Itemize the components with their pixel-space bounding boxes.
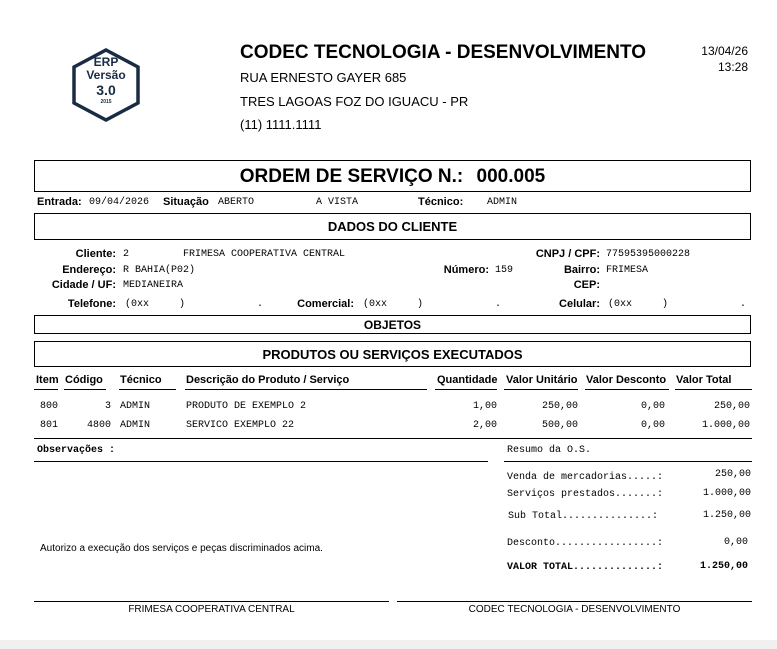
entrada-value: 09/04/2026 <box>89 197 150 208</box>
company-signature-name: CODEC TECNOLOGIA - DESENVOLVIMENTO <box>468 604 681 615</box>
situacao-value: ABERTO <box>218 197 255 208</box>
print-time: 13:28 <box>717 60 748 74</box>
cliente-label: Cliente: <box>75 248 116 260</box>
observacoes-label: Observações : <box>37 445 116 456</box>
bairro-label: Bairro: <box>563 264 600 276</box>
celular-value: (0xx ) . <box>608 299 747 310</box>
print-date: 13/04/26 <box>701 44 748 58</box>
entrada-label: Entrada: <box>37 196 82 208</box>
col-header-tecnico: Técnico <box>120 374 162 386</box>
erp-logo <box>70 47 142 123</box>
row-descricao: SERVICO EXEMPLO 22 <box>186 420 295 431</box>
summary-servicos-label: Serviços prestados.......: <box>507 489 664 500</box>
row-descricao: PRODUTO DE EXEMPLO 2 <box>186 401 307 412</box>
col-header-quantidade: Quantidade <box>437 374 498 386</box>
table-row <box>0 420 777 434</box>
summary-mercadorias-value: 250,00 <box>714 469 751 480</box>
endereco-value: R BAHIA(P02) <box>123 265 196 276</box>
row-item: 801 <box>40 420 59 431</box>
summary-subtotal-label: Sub Total...............: <box>508 511 659 522</box>
comercial-value: (0xx ) . <box>363 299 502 310</box>
row-item: 800 <box>40 401 59 412</box>
celular-label: Celular: <box>559 298 600 310</box>
col-header-valor-total: Valor Total <box>676 374 732 386</box>
row-valor-total: 250,00 <box>713 401 750 412</box>
telefone-value: (0xx ) . <box>125 299 264 310</box>
summary-mercadorias-label: Venda de mercadorias.....: <box>507 472 664 483</box>
client-signature-name: FRIMESA COOPERATIVA CENTRAL <box>128 604 295 615</box>
client-section-title: DADOS DO CLIENTE <box>327 219 458 234</box>
row-codigo: 3 <box>104 401 111 412</box>
numero-value: 159 <box>495 265 514 276</box>
logo-line3: 3.0 <box>96 82 116 98</box>
row-tecnico: ADMIN <box>120 401 151 412</box>
cliente-code: 2 <box>123 249 130 260</box>
numero-label: Número: <box>443 264 489 276</box>
logo-line4: 2015 <box>100 99 112 105</box>
products-section-box <box>34 341 751 367</box>
situacao-label: Situação <box>163 196 209 208</box>
tecnico-label: Técnico: <box>418 196 464 208</box>
table-row <box>0 401 777 415</box>
row-valor-desconto: 0,00 <box>640 401 665 412</box>
bairro-value: FRIMESA <box>606 265 649 276</box>
row-tecnico: ADMIN <box>120 420 151 431</box>
company-name: CODEC TECNOLOGIA - DESENVOLVIMENTO <box>240 42 647 63</box>
row-quantidade: 2,00 <box>472 420 497 431</box>
row-codigo: 4800 <box>86 420 111 431</box>
client-section-box <box>34 213 751 240</box>
summary-desconto-label: Desconto.................: <box>507 538 664 549</box>
comercial-label: Comercial: <box>297 298 354 310</box>
table-bottom-line <box>34 438 752 439</box>
summary-servicos-value: 1.000,00 <box>702 488 751 499</box>
logo-line2: Versão <box>86 68 126 82</box>
row-valor-total: 1.000,00 <box>701 420 750 431</box>
cliente-name: FRIMESA COOPERATIVA CENTRAL <box>183 249 346 260</box>
col-header-valor-desconto: Valor Desconto <box>586 374 667 386</box>
col-header-item: Item <box>36 374 59 386</box>
cidade-label: Cidade / UF: <box>51 279 116 291</box>
cidade-value: MEDIANEIRA <box>123 280 184 291</box>
telefone-label: Telefone: <box>67 298 116 310</box>
objects-section-box <box>34 315 751 334</box>
summary-total-label: VALOR TOTAL..............: <box>507 562 664 573</box>
authorization-text: Autorizo a execução dos serviços e peças discriminados acima. <box>40 543 323 554</box>
order-number: 000.005 <box>476 166 546 187</box>
cep-label: CEP: <box>573 279 600 291</box>
company-phone: (11) 1111.1111 <box>240 117 322 132</box>
logo-line1: ERP <box>93 55 119 69</box>
summary-title: Resumo da O.S. <box>507 445 592 456</box>
row-valor-desconto: 0,00 <box>640 420 665 431</box>
tecnico-value: ADMIN <box>487 197 518 208</box>
company-address: RUA ERNESTO GAYER 685 <box>240 70 407 85</box>
products-title: PRODUTOS OU SERVIÇOS EXECUTADOS <box>262 347 523 362</box>
order-title-box <box>34 160 751 192</box>
company-signature-line <box>397 601 752 602</box>
summary-total-value: 1.250,00 <box>699 561 748 572</box>
company-city: TRES LAGOAS FOZ DO IGUACU - PR <box>240 94 469 109</box>
endereco-label: Endereço: <box>62 264 116 276</box>
order-title: ORDEM DE SERVIÇO N.: <box>239 166 464 187</box>
summary-desconto-value: 0,00 <box>723 537 748 548</box>
summary-subtotal-value: 1.250,00 <box>702 510 751 521</box>
col-header-descricao: Descrição do Produto / Serviço <box>186 374 350 386</box>
cnpj-label: CNPJ / CPF: <box>535 248 600 260</box>
payment-type: A VISTA <box>316 197 359 208</box>
client-signature-line <box>34 601 389 602</box>
row-valor-unitario: 500,00 <box>541 420 578 431</box>
row-quantidade: 1,00 <box>472 401 497 412</box>
row-valor-unitario: 250,00 <box>541 401 578 412</box>
page-bottom-edge <box>0 640 777 649</box>
cnpj-value: 77595395000228 <box>606 249 691 260</box>
objects-title: OBJETOS <box>363 318 422 332</box>
col-header-codigo: Código <box>65 374 103 386</box>
col-header-valor-unitario: Valor Unitário <box>506 374 578 386</box>
